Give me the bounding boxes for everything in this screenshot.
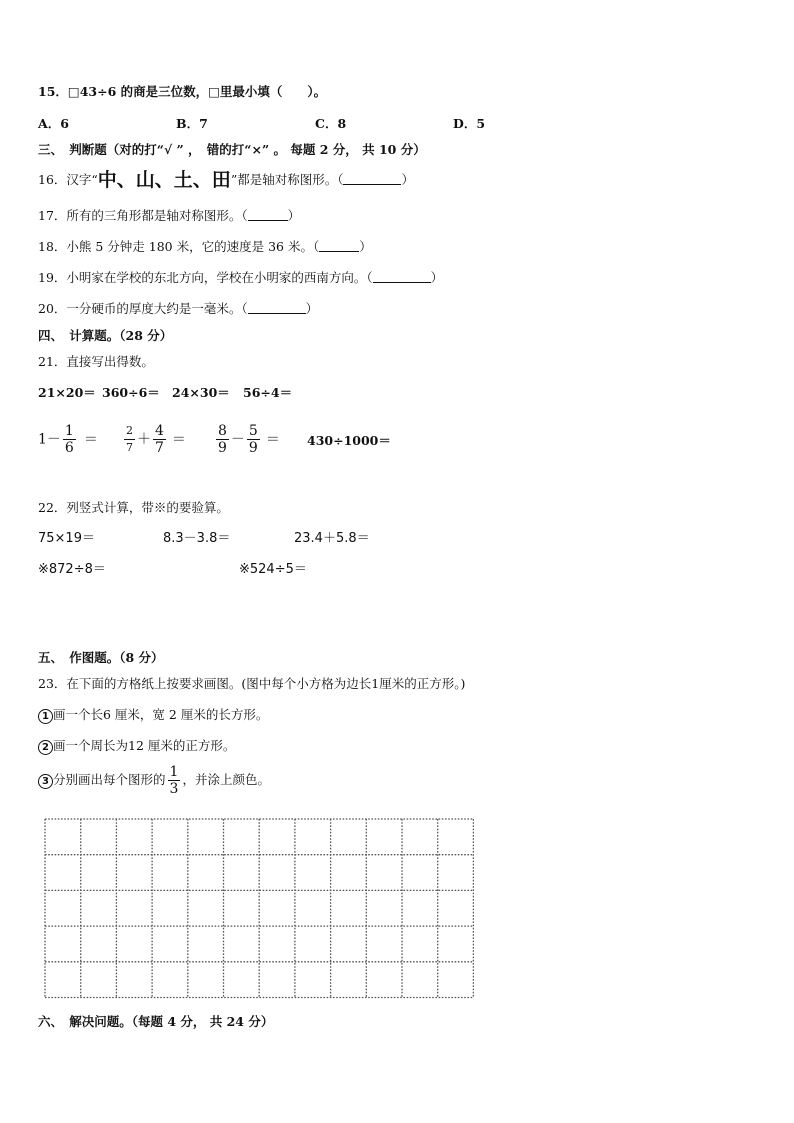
- question-16: [38, 169, 414, 191]
- q21-expr-3: 24×30＝: [172, 385, 230, 400]
- q21-fraction-expr-2: [122, 423, 186, 456]
- question-21-title: 21．直接写出得数。: [38, 354, 154, 369]
- denominator: 7: [126, 441, 133, 454]
- numerator: 1: [64, 423, 74, 439]
- option-b: B．7: [176, 116, 208, 131]
- q21-expr-1: 21×20＝: [38, 385, 96, 400]
- question-16-post: ”都是轴对称图形。（: [230, 172, 344, 187]
- q22-expr-3: 23.4＋5.8＝: [294, 531, 370, 546]
- question-18: [38, 239, 372, 255]
- option-c: C．8: [315, 116, 347, 131]
- q21-expr-430: 430÷1000＝: [307, 433, 391, 448]
- q23-item-2: [38, 738, 235, 755]
- equals-sign: ＝: [83, 431, 98, 448]
- circled-number-2: 2: [38, 740, 53, 755]
- numerator: 4: [155, 423, 164, 439]
- section-4-title: 四、 计算题。（28 分）: [38, 328, 173, 343]
- q21-expr-2: 360÷6＝: [102, 385, 160, 400]
- question-20: [38, 301, 318, 317]
- q23-item-1: [38, 707, 268, 724]
- numerator: 5: [248, 423, 258, 439]
- denominator: 9: [248, 440, 258, 456]
- denominator: 7: [155, 440, 164, 456]
- numerator: 2: [124, 423, 135, 440]
- option-d: D．5: [453, 116, 486, 131]
- denominator: 9: [218, 440, 227, 456]
- q22-expr-2: 8.3－3.8＝: [163, 531, 231, 546]
- q21-fraction-expr-3: [214, 423, 280, 456]
- section-3-title: 三、 判断题（对的打“√ ” ， 错的打“×” 。 每题 2 分， 共 10 分）: [38, 142, 426, 157]
- question-22-title: 22．列竖式计算，带※的要验算。: [38, 500, 229, 515]
- q22-expr-5: ※524÷5＝: [239, 562, 307, 577]
- fraction: [216, 423, 229, 456]
- q23-item-3-pre: 分别画出每个图形的: [53, 772, 166, 787]
- equals-sign: ＝: [171, 431, 186, 448]
- operator: －: [230, 431, 245, 448]
- question-19: [38, 270, 443, 286]
- q23-item-3: [38, 764, 270, 797]
- question-16-chars: 中、山、土、田: [97, 169, 231, 191]
- question-23-title: 23．在下面的方格纸上按要求画图。(图中每个小方格为边长1厘米的正方形。): [38, 676, 466, 691]
- q23-item-3-post: ，并涂上颜色。: [182, 772, 270, 787]
- numerator: 8: [218, 423, 227, 439]
- fraction-one-third: [168, 764, 181, 797]
- question-19-close: ）: [430, 270, 444, 285]
- q22-expr-1: 75×19＝: [38, 531, 95, 546]
- grid-paper[interactable]: [44, 818, 474, 1000]
- equals-sign: ＝: [265, 431, 280, 448]
- fraction: [63, 423, 76, 456]
- q23-item-1-text: 画一个长6 厘米，宽 2 厘米的长方形。: [53, 707, 269, 722]
- question-17-text: 17．所有的三角形都是轴对称图形。（: [38, 208, 248, 223]
- denominator: 3: [169, 781, 179, 797]
- circled-number-1: 1: [38, 709, 53, 724]
- answer-blank-17[interactable]: [248, 208, 288, 221]
- circled-number-3: 3: [38, 774, 53, 789]
- question-17-close: ）: [287, 208, 301, 223]
- question-17: [38, 208, 300, 224]
- answer-blank-18[interactable]: [319, 239, 359, 252]
- question-18-text: 18．小熊 5 分钟走 180 米，它的速度是 36 米。（: [38, 239, 320, 254]
- answer-blank-16[interactable]: [343, 172, 401, 185]
- q23-item-2-text: 画一个周长为12 厘米的正方形。: [53, 738, 236, 753]
- answer-blank-20[interactable]: [248, 301, 306, 314]
- question-16-pre: 16．汉字“: [38, 172, 98, 187]
- question-16-close: ）: [401, 172, 414, 187]
- fraction: [153, 423, 166, 456]
- section-5-title: 五、 作图题。（8 分）: [38, 650, 164, 665]
- question-18-close: ）: [359, 239, 372, 254]
- answer-blank-19[interactable]: [373, 270, 431, 283]
- section-6-title: 六、 解决问题。（每题 4 分， 共 24 分）: [38, 1014, 274, 1029]
- question-20-close: ）: [305, 301, 319, 316]
- question-15: 15．□43÷6 的商是三位数，□里最小填（ ）。: [38, 84, 327, 99]
- fraction: [124, 423, 135, 456]
- q22-expr-4: ※872÷8＝: [38, 562, 106, 577]
- q21-fraction-expr-1: [38, 423, 98, 456]
- numerator: 1: [169, 764, 179, 780]
- denominator: 6: [64, 440, 74, 456]
- question-20-text: 20．一分硬币的厚度大约是一毫米。（: [38, 301, 248, 316]
- question-19-text: 19．小明家在学校的东北方向，学校在小明家的西南方向。（: [38, 270, 373, 285]
- expr-lead: 1－: [38, 431, 61, 448]
- fraction: [247, 423, 260, 456]
- option-a: A．6: [38, 116, 69, 131]
- q21-expr-4: 56÷4＝: [243, 385, 293, 400]
- operator: ＋: [137, 431, 151, 448]
